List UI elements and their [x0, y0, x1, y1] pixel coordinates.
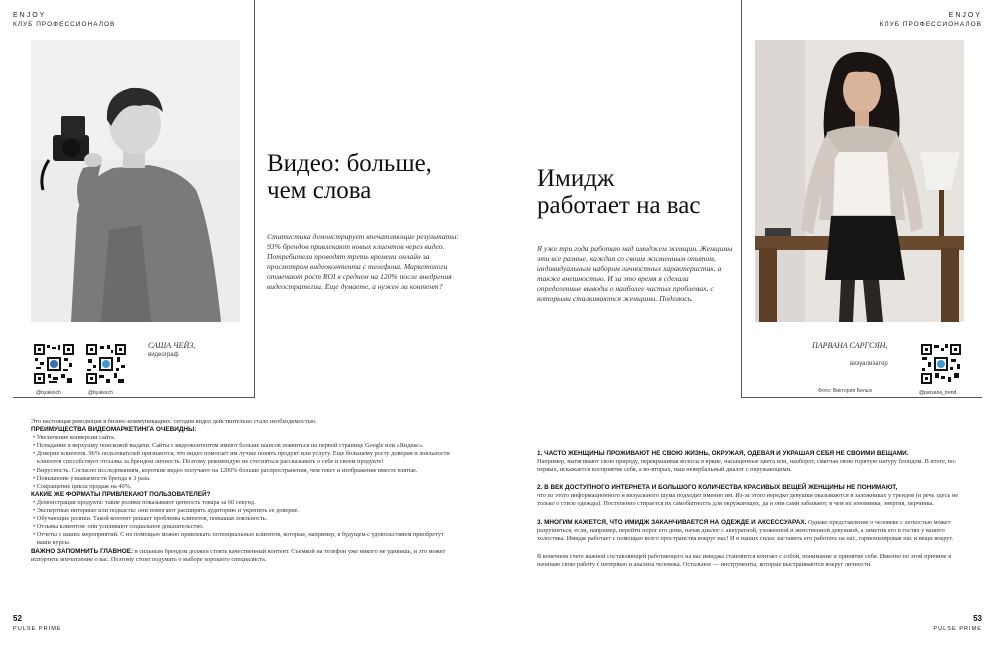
right-section-1-heading: 1. ЧАСТО ЖЕНЩИНЫ ПРОЖИВАЮТ НЕ СВОЮ ЖИЗНЬ, ОКРУЖАЯ, ОДЕВАЯ И УКРАШАЯ СЕБЯ НЕ СВОИМИ ВЕЩАМИ.	[537, 450, 909, 457]
videographer-photo	[31, 40, 240, 322]
left-list2-item: • Обучающие ролики. Такой контент решает проблемы клиентов, повышая лояльность.	[33, 515, 268, 523]
right-brand-bottom: КЛУБ ПРОФЕССИОНАЛОВ	[879, 21, 982, 28]
right-divider-horizontal	[741, 397, 982, 398]
videographer-role: видеограф	[148, 352, 179, 358]
left-list1-item: • Увеличение конверсии сайта.	[33, 434, 116, 442]
qr-code-telegram-icon[interactable]	[85, 343, 127, 385]
image-consultant-photo	[755, 40, 964, 322]
left-list1-item: • Доверие клиентов. 96% пользователей признаются, что видео помогает им лучше понять продукт или услугу. Еще большему росту доверия и лояльности клиентов способствует отсылка за брендом личность. Поэтому рекомендую не стесняться рассказывать о себе и своем продукте!	[33, 450, 450, 466]
left-intro: Статистика демонстрирует впечатляющие результаты: 93% брендов привлекают новых клиентов через видео. Потребители проводят треть времени онлайн за просмотром видеоконтента с телефона. Маркетологи отмечают рост ROI в среднем на 120% после внедрения видеостратегии. Еще думаете, а нужен ли контент?	[267, 232, 459, 291]
left-footer: PULSE PRIME	[13, 626, 62, 632]
right-section-2-heading: 2. В ВЕК ДОСТУПНОГО ИНТЕРНЕТА И БОЛЬШОГО КОЛИЧЕСТВА КРАСИВЫХ ВЕЩЕЙ ЖЕНЩИНЫ НЕ ПОНИМАЮТ,	[537, 484, 898, 492]
right-page-number: 53	[973, 614, 982, 623]
right-section-2-text: что из этого информационного и визуального шума подходит именно им. Из-за этого нередко девушки оказываются в заложниках у трендов (и речь здесь не только о стиле одежды). Постепенно стирается их самобытность для окружающих, да и они сами забывают, в чем их изюминка, энергия, перчинка.	[537, 492, 959, 508]
right-section-1-text: Например, вытягивают свою природу, перекрашивая волосы в яркие, насыщенные цвета или, наоборот, смягчая свою горячую натуру блондом. В итоге, во-первых, искажается восприятие себя, а во-вторых, наш невербальный диалог с окружающими.	[537, 458, 957, 474]
right-body-end: В конечном счете важной составляющей работающего на вас имиджа становится контакт с собой, понимание и принятие себя. Именно по этой причине я начинаю свою работу с интервью и анализа человека. Остальное — инструменты, которые выстраиваются вокруг личности.	[537, 552, 952, 568]
photo-credit: Фото: Виктория Белых	[818, 388, 873, 394]
consultant-role: визуализатор	[850, 361, 888, 367]
left-headline-line-2: чем слова	[267, 177, 372, 204]
right-headline-line-1: Имидж	[537, 165, 615, 192]
left-page-number: 52	[13, 614, 22, 623]
left-body-end: в сильным брендом должен стоять качественный контент. Съемкой на телефон уже никого не удивишь, и это может испортить впечатление о вас. Поэтому стоит подумать о выборе хорошего специалиста.	[31, 547, 446, 563]
left-brand-top: ENJOY	[13, 12, 47, 19]
consultant-name: ПАРВАНА САРГСЯН,	[812, 341, 888, 350]
right-footer: PULSE PRIME	[933, 626, 982, 632]
right-section-2	[537, 484, 962, 508]
right-body	[537, 450, 962, 569]
left-list2-item: • Демонстрация продукта: такие ролики показывают ценность товара за 60 секунд.	[33, 498, 256, 506]
right-divider-vertical	[741, 0, 742, 397]
left-body-p1: Это настоящая революция в бизнес-коммуникациях: сегодня видео действительно стало необходимостью.	[31, 418, 317, 425]
right-section-3	[537, 519, 962, 543]
left-list2-item: • Экспертные интервью или подкасты: они помогают расширять аудиторию и укрепить ее доверие.	[33, 507, 300, 515]
right-intro: Я уже три года работаю над имиджем женщин. Женщины эти все разные, каждая со своим жизненным опытом, индивидуальным набором личностных характеристик, а также внешностью. И за это время я сделала определенные выводы о наиболее частых проблемах, с которыми сталкиваются женщины. Поделюсь.	[537, 244, 733, 303]
left-list2-item: • Отчеты с ваших мероприятий. С их помощью можно привлекать потенциальных клиентов, которые, например, в будущем с удовольствием приобретут ваши курсы.	[33, 531, 444, 547]
qr-label-2: @byalexch	[88, 390, 113, 396]
right-section-3-heading: 3. МНОГИМ КАЖЕТСЯ, ЧТО ИМИДЖ ЗАКАНЧИВАЕТСЯ НА ОДЕЖДЕ И АКСЕССУАРАХ.	[537, 518, 807, 526]
right-brand	[880, 11, 982, 29]
left-brand-bottom: КЛУБ ПРОФЕССИОНАЛОВ	[13, 21, 116, 28]
left-list1-item: • Попадание в верхушку поисковой выдачи. Сайты с видеоконтентом имеют больше шансов появиться на первой странице Google или «Яндекс».	[33, 442, 424, 450]
left-body	[31, 418, 455, 564]
right-section-1	[537, 450, 962, 474]
right-brand-top: ENJOY	[948, 12, 982, 19]
left-body-heading-2: КАКИЕ ЖЕ ФОРМАТЫ ПРИВЛЕКАЮТ ПОЛЬЗОВАТЕЛЕЙ?	[31, 490, 211, 498]
left-divider-vertical	[254, 0, 255, 397]
qr-label-1: @byalexch	[36, 390, 61, 396]
left-body-heading-1: ПРЕИМУЩЕСТВА ВИДЕОМАРКЕТИНГА ОЧЕВИДНЫ:	[31, 426, 197, 434]
left-headline-line-1: Видео: больше,	[267, 150, 432, 177]
left-list1-item: • Сокращение цикла продаж на 40%.	[33, 482, 132, 490]
right-headline	[537, 165, 700, 219]
left-divider-horizontal	[13, 397, 255, 398]
videographer-photo-image	[31, 40, 240, 322]
right-headline-line-2: работает на вас	[537, 192, 701, 219]
qr-code-telegram-icon[interactable]	[920, 343, 962, 385]
left-brand	[13, 11, 115, 29]
left-list2-item: • Отзывы клиентов: они усиливают социальное доказательство.	[33, 523, 204, 531]
image-consultant-photo-image	[755, 40, 964, 322]
videographer-name: САША ЧЕЙЗ,	[148, 341, 196, 350]
left-headline	[267, 150, 432, 204]
qr-code-instagram-icon[interactable]	[33, 343, 75, 385]
left-list1-item: • Повышение узнаваемости бренда в 3 раза.	[33, 474, 151, 482]
left-list1-item: • Вирусность. Согласно исследованиям, короткие видео получают на 1200% больше распространения, чем текст и изображение вместе взятые.	[33, 466, 418, 474]
left-body-heading-3: ВАЖНО ЗАПОМНИТЬ ГЛАВНОЕ:	[31, 547, 134, 555]
qr-label-right: @parvana_trend	[919, 390, 957, 396]
right-section-3-text: Однако представление о человеке с легкостью может разрушиться, если, например, перейти порог его дома, начав диалог с аккуратной, ухоженной и женственной девушкой, а заметив его в гостях у вашего холостяка. Имидж работает с помощью всего пространства вокруг нас! И в наших силах заставить его работать на нас, гармонизировав нас и вещи вокруг.	[537, 518, 954, 542]
